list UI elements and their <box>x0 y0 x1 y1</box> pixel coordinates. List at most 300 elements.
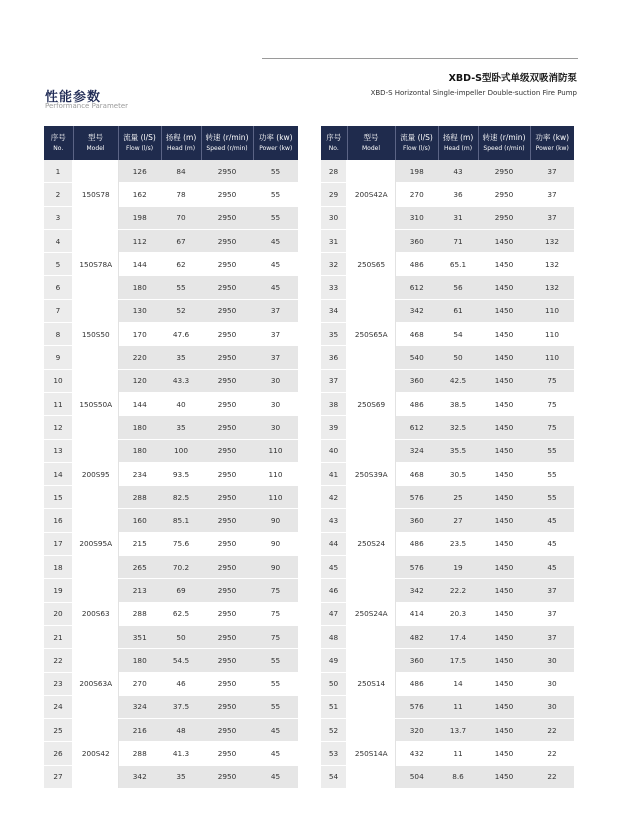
row-number: 45 <box>321 556 347 579</box>
power-cell: 75 <box>253 579 298 602</box>
model-cell: 150S50 <box>73 299 118 369</box>
col-power: 功率 (kw) Power (kw) <box>253 126 298 160</box>
flow-cell: 360 <box>395 649 438 672</box>
head-cell: 43 <box>438 160 478 183</box>
flow-cell: 216 <box>118 719 161 742</box>
table-row <box>321 719 574 742</box>
power-cell: 37 <box>530 206 574 229</box>
head-cell: 82.5 <box>161 486 201 509</box>
header-row <box>44 126 298 160</box>
row-number: 3 <box>44 206 73 229</box>
row-number: 5 <box>44 253 73 276</box>
head-cell: 30.5 <box>438 462 478 485</box>
head-cell: 54.5 <box>161 649 201 672</box>
row-number: 31 <box>321 229 347 252</box>
col-flow: 流量 (l/S) Flow (l/s) <box>395 126 438 160</box>
power-cell: 37 <box>530 579 574 602</box>
head-cell: 38.5 <box>438 392 478 415</box>
head-cell: 54 <box>438 323 478 346</box>
speed-cell: 1450 <box>478 602 530 625</box>
flow-cell: 468 <box>395 462 438 485</box>
head-cell: 67 <box>161 229 201 252</box>
head-cell: 35.5 <box>438 439 478 462</box>
flow-cell: 360 <box>395 229 438 252</box>
flow-cell: 324 <box>395 439 438 462</box>
col-speed: 转速 (r/min) Speed (r/min) <box>478 126 530 160</box>
table-row <box>321 439 574 462</box>
speed-cell: 1450 <box>478 392 530 415</box>
speed-cell: 1450 <box>478 346 530 369</box>
head-cell: 70 <box>161 206 201 229</box>
speed-cell: 2950 <box>201 486 253 509</box>
flow-cell: 486 <box>395 532 438 555</box>
table-row <box>44 649 298 672</box>
power-cell: 30 <box>253 416 298 439</box>
row-number: 13 <box>44 439 73 462</box>
head-cell: 19 <box>438 556 478 579</box>
speed-cell: 2950 <box>201 695 253 718</box>
row-number: 41 <box>321 462 347 485</box>
table-row <box>44 579 298 602</box>
row-number: 44 <box>321 532 347 555</box>
flow-cell: 324 <box>118 695 161 718</box>
model-cell: 200S42A <box>347 160 395 229</box>
flow-cell: 288 <box>118 602 161 625</box>
table-row <box>44 719 298 742</box>
speed-cell: 1450 <box>478 229 530 252</box>
row-number: 48 <box>321 625 347 648</box>
flow-cell: 215 <box>118 532 161 555</box>
head-cell: 31 <box>438 206 478 229</box>
power-cell: 30 <box>253 369 298 392</box>
col-model: 型号 Model <box>347 126 395 160</box>
power-cell: 110 <box>530 299 574 322</box>
head-cell: 50 <box>161 625 201 648</box>
power-cell: 45 <box>530 532 574 555</box>
speed-cell: 2950 <box>478 160 530 183</box>
power-cell: 45 <box>530 509 574 532</box>
speed-cell: 1450 <box>478 416 530 439</box>
model-cell: 200S63 <box>73 579 118 649</box>
row-number: 6 <box>44 276 73 299</box>
head-cell: 61 <box>438 299 478 322</box>
flow-cell: 180 <box>118 439 161 462</box>
model-cell: 250S65A <box>347 299 395 369</box>
flow-cell: 112 <box>118 229 161 252</box>
power-cell: 45 <box>253 742 298 765</box>
col-flow: 流量 (l/S) Flow (l/s) <box>118 126 161 160</box>
row-number: 43 <box>321 509 347 532</box>
head-cell: 46 <box>161 672 201 695</box>
speed-cell: 2950 <box>201 323 253 346</box>
power-cell: 75 <box>530 392 574 415</box>
flow-cell: 482 <box>395 625 438 648</box>
speed-cell: 2950 <box>201 579 253 602</box>
row-number: 26 <box>44 742 73 765</box>
power-cell: 45 <box>530 556 574 579</box>
head-cell: 37.5 <box>161 695 201 718</box>
row-number: 14 <box>44 462 73 485</box>
head-cell: 11 <box>438 742 478 765</box>
speed-cell: 1450 <box>478 695 530 718</box>
power-cell: 37 <box>253 299 298 322</box>
flow-cell: 342 <box>118 765 161 788</box>
speed-cell: 2950 <box>201 206 253 229</box>
head-cell: 47.6 <box>161 323 201 346</box>
row-number: 32 <box>321 253 347 276</box>
performance-table-right <box>321 126 574 789</box>
model-cell: 250S69 <box>347 369 395 439</box>
row-number: 27 <box>44 765 73 788</box>
table-row <box>321 579 574 602</box>
power-cell: 22 <box>530 719 574 742</box>
speed-cell: 2950 <box>201 253 253 276</box>
speed-cell: 1450 <box>478 486 530 509</box>
model-cell: 150S50A <box>73 369 118 439</box>
table-row <box>44 160 298 183</box>
power-cell: 45 <box>253 719 298 742</box>
speed-cell: 1450 <box>478 276 530 299</box>
flow-cell: 342 <box>395 579 438 602</box>
row-number: 9 <box>44 346 73 369</box>
speed-cell: 2950 <box>201 369 253 392</box>
head-cell: 35 <box>161 346 201 369</box>
power-cell: 30 <box>530 695 574 718</box>
col-power: 功率 (kw) Power (kw) <box>530 126 574 160</box>
product-title-en: XBD-S Horizontal Single-impeller Double-suction Fire Pump <box>370 89 577 97</box>
flow-cell: 310 <box>395 206 438 229</box>
row-number: 25 <box>44 719 73 742</box>
row-number: 51 <box>321 695 347 718</box>
head-cell: 25 <box>438 486 478 509</box>
power-cell: 37 <box>253 323 298 346</box>
power-cell: 55 <box>253 206 298 229</box>
power-cell: 37 <box>530 625 574 648</box>
flow-cell: 265 <box>118 556 161 579</box>
power-cell: 55 <box>253 160 298 183</box>
col-speed: 转速 (r/min) Speed (r/min) <box>201 126 253 160</box>
product-title-cn: XBD-S型卧式单级双吸消防泵 <box>448 73 577 84</box>
speed-cell: 1450 <box>478 556 530 579</box>
table-row <box>44 369 298 392</box>
speed-cell: 1450 <box>478 509 530 532</box>
head-cell: 62 <box>161 253 201 276</box>
speed-cell: 1450 <box>478 439 530 462</box>
speed-cell: 1450 <box>478 532 530 555</box>
model-cell: 150S78 <box>73 160 118 229</box>
row-number: 2 <box>44 183 73 206</box>
speed-cell: 1450 <box>478 625 530 648</box>
model-cell: 200S95 <box>73 439 118 509</box>
row-number: 33 <box>321 276 347 299</box>
power-cell: 110 <box>253 439 298 462</box>
head-cell: 50 <box>438 346 478 369</box>
flow-cell: 180 <box>118 649 161 672</box>
flow-cell: 270 <box>395 183 438 206</box>
row-number: 46 <box>321 579 347 602</box>
speed-cell: 2950 <box>201 229 253 252</box>
flow-cell: 180 <box>118 276 161 299</box>
power-cell: 75 <box>253 602 298 625</box>
flow-cell: 144 <box>118 253 161 276</box>
power-cell: 75 <box>530 416 574 439</box>
speed-cell: 1450 <box>478 649 530 672</box>
table-row <box>321 160 574 183</box>
flow-cell: 162 <box>118 183 161 206</box>
row-number: 52 <box>321 719 347 742</box>
power-cell: 90 <box>253 556 298 579</box>
speed-cell: 2950 <box>201 183 253 206</box>
table-row <box>321 229 574 252</box>
power-cell: 45 <box>253 276 298 299</box>
col-model: 型号 Model <box>73 126 118 160</box>
power-cell: 30 <box>530 649 574 672</box>
speed-cell: 2950 <box>201 672 253 695</box>
flow-cell: 576 <box>395 695 438 718</box>
power-cell: 55 <box>530 486 574 509</box>
flow-cell: 486 <box>395 253 438 276</box>
row-number: 19 <box>44 579 73 602</box>
power-cell: 55 <box>253 672 298 695</box>
model-cell: 200S42 <box>73 719 118 789</box>
speed-cell: 1450 <box>478 323 530 346</box>
head-cell: 69 <box>161 579 201 602</box>
row-number: 47 <box>321 602 347 625</box>
row-number: 30 <box>321 206 347 229</box>
head-cell: 36 <box>438 183 478 206</box>
col-no: 序号 No. <box>44 126 73 160</box>
power-cell: 30 <box>253 392 298 415</box>
power-cell: 110 <box>253 486 298 509</box>
head-cell: 27 <box>438 509 478 532</box>
flow-cell: 220 <box>118 346 161 369</box>
speed-cell: 1450 <box>478 742 530 765</box>
head-cell: 48 <box>161 719 201 742</box>
speed-cell: 2950 <box>201 602 253 625</box>
head-cell: 40 <box>161 392 201 415</box>
speed-cell: 2950 <box>201 649 253 672</box>
head-cell: 85.1 <box>161 509 201 532</box>
power-cell: 22 <box>530 742 574 765</box>
flow-cell: 160 <box>118 509 161 532</box>
speed-cell: 2950 <box>201 719 253 742</box>
speed-cell: 2950 <box>478 206 530 229</box>
head-cell: 13.7 <box>438 719 478 742</box>
head-cell: 20.3 <box>438 602 478 625</box>
power-cell: 75 <box>253 625 298 648</box>
speed-cell: 2950 <box>478 183 530 206</box>
head-cell: 75.6 <box>161 532 201 555</box>
power-cell: 132 <box>530 253 574 276</box>
head-cell: 43.3 <box>161 369 201 392</box>
flow-cell: 180 <box>118 416 161 439</box>
table-row <box>321 509 574 532</box>
speed-cell: 1450 <box>478 719 530 742</box>
header-row <box>321 126 574 160</box>
speed-cell: 2950 <box>201 556 253 579</box>
flow-cell: 486 <box>395 392 438 415</box>
flow-cell: 320 <box>395 719 438 742</box>
row-number: 12 <box>44 416 73 439</box>
flow-cell: 540 <box>395 346 438 369</box>
flow-cell: 342 <box>395 299 438 322</box>
speed-cell: 2950 <box>201 346 253 369</box>
row-number: 24 <box>44 695 73 718</box>
row-number: 8 <box>44 323 73 346</box>
speed-cell: 1450 <box>478 579 530 602</box>
model-cell: 250S65 <box>347 229 395 299</box>
row-number: 18 <box>44 556 73 579</box>
power-cell: 132 <box>530 276 574 299</box>
top-divider <box>262 58 578 59</box>
power-cell: 55 <box>253 695 298 718</box>
row-number: 36 <box>321 346 347 369</box>
power-cell: 132 <box>530 229 574 252</box>
head-cell: 78 <box>161 183 201 206</box>
section-title: 性能参数 <box>45 90 102 105</box>
model-cell: 250S14 <box>347 649 395 719</box>
head-cell: 32.5 <box>438 416 478 439</box>
speed-cell: 2950 <box>201 462 253 485</box>
speed-cell: 2950 <box>201 392 253 415</box>
flow-cell: 612 <box>395 416 438 439</box>
flow-cell: 270 <box>118 672 161 695</box>
speed-cell: 2950 <box>201 439 253 462</box>
power-cell: 90 <box>253 532 298 555</box>
power-cell: 55 <box>253 649 298 672</box>
row-number: 28 <box>321 160 347 183</box>
head-cell: 52 <box>161 299 201 322</box>
flow-cell: 213 <box>118 579 161 602</box>
flow-cell: 468 <box>395 323 438 346</box>
row-number: 21 <box>44 625 73 648</box>
performance-table-left <box>44 126 298 789</box>
table-row <box>321 299 574 322</box>
flow-cell: 198 <box>118 206 161 229</box>
speed-cell: 2950 <box>201 276 253 299</box>
flow-cell: 351 <box>118 625 161 648</box>
flow-cell: 360 <box>395 369 438 392</box>
speed-cell: 2950 <box>201 416 253 439</box>
table-row <box>44 509 298 532</box>
flow-cell: 576 <box>395 556 438 579</box>
power-cell: 110 <box>530 323 574 346</box>
row-number: 20 <box>44 602 73 625</box>
head-cell: 14 <box>438 672 478 695</box>
flow-cell: 130 <box>118 299 161 322</box>
model-cell: 200S63A <box>73 649 118 719</box>
row-number: 16 <box>44 509 73 532</box>
power-cell: 110 <box>530 346 574 369</box>
speed-cell: 1450 <box>478 672 530 695</box>
head-cell: 55 <box>161 276 201 299</box>
power-cell: 90 <box>253 509 298 532</box>
speed-cell: 2950 <box>201 509 253 532</box>
section-subtitle: Performance Parameter <box>45 102 129 110</box>
flow-cell: 504 <box>395 765 438 788</box>
head-cell: 17.4 <box>438 625 478 648</box>
row-number: 29 <box>321 183 347 206</box>
power-cell: 45 <box>253 229 298 252</box>
power-cell: 55 <box>253 183 298 206</box>
flow-cell: 288 <box>118 486 161 509</box>
row-number: 49 <box>321 649 347 672</box>
row-number: 15 <box>44 486 73 509</box>
power-cell: 45 <box>253 765 298 788</box>
flow-cell: 126 <box>118 160 161 183</box>
speed-cell: 1450 <box>478 253 530 276</box>
col-head: 扬程 (m) Head (m) <box>161 126 201 160</box>
flow-cell: 198 <box>395 160 438 183</box>
flow-cell: 234 <box>118 462 161 485</box>
head-cell: 35 <box>161 765 201 788</box>
speed-cell: 2950 <box>201 765 253 788</box>
row-number: 7 <box>44 299 73 322</box>
col-no: 序号 No. <box>321 126 347 160</box>
speed-cell: 2950 <box>201 532 253 555</box>
row-number: 17 <box>44 532 73 555</box>
flow-cell: 144 <box>118 392 161 415</box>
row-number: 39 <box>321 416 347 439</box>
head-cell: 17.5 <box>438 649 478 672</box>
head-cell: 100 <box>161 439 201 462</box>
head-cell: 23.5 <box>438 532 478 555</box>
power-cell: 37 <box>530 602 574 625</box>
flow-cell: 360 <box>395 509 438 532</box>
row-number: 1 <box>44 160 73 183</box>
model-cell: 250S14A <box>347 719 395 789</box>
head-cell: 8.6 <box>438 765 478 788</box>
row-number: 10 <box>44 369 73 392</box>
flow-cell: 576 <box>395 486 438 509</box>
model-cell: 150S78A <box>73 229 118 299</box>
head-cell: 41.3 <box>161 742 201 765</box>
power-cell: 30 <box>530 672 574 695</box>
head-cell: 62.5 <box>161 602 201 625</box>
power-cell: 110 <box>253 462 298 485</box>
speed-cell: 1450 <box>478 462 530 485</box>
head-cell: 35 <box>161 416 201 439</box>
row-number: 4 <box>44 229 73 252</box>
row-number: 37 <box>321 369 347 392</box>
power-cell: 55 <box>530 462 574 485</box>
flow-cell: 612 <box>395 276 438 299</box>
flow-cell: 170 <box>118 323 161 346</box>
row-number: 42 <box>321 486 347 509</box>
row-number: 50 <box>321 672 347 695</box>
head-cell: 56 <box>438 276 478 299</box>
power-cell: 45 <box>253 253 298 276</box>
row-number: 22 <box>44 649 73 672</box>
power-cell: 75 <box>530 369 574 392</box>
flow-cell: 486 <box>395 672 438 695</box>
row-number: 54 <box>321 765 347 788</box>
flow-cell: 288 <box>118 742 161 765</box>
row-number: 11 <box>44 392 73 415</box>
speed-cell: 2950 <box>201 160 253 183</box>
power-cell: 22 <box>530 765 574 788</box>
speed-cell: 2950 <box>201 625 253 648</box>
power-cell: 37 <box>530 183 574 206</box>
table-row <box>44 299 298 322</box>
power-cell: 55 <box>530 439 574 462</box>
head-cell: 11 <box>438 695 478 718</box>
row-number: 38 <box>321 392 347 415</box>
head-cell: 93.5 <box>161 462 201 485</box>
col-head: 扬程 (m) Head (m) <box>438 126 478 160</box>
power-cell: 37 <box>253 346 298 369</box>
row-number: 53 <box>321 742 347 765</box>
